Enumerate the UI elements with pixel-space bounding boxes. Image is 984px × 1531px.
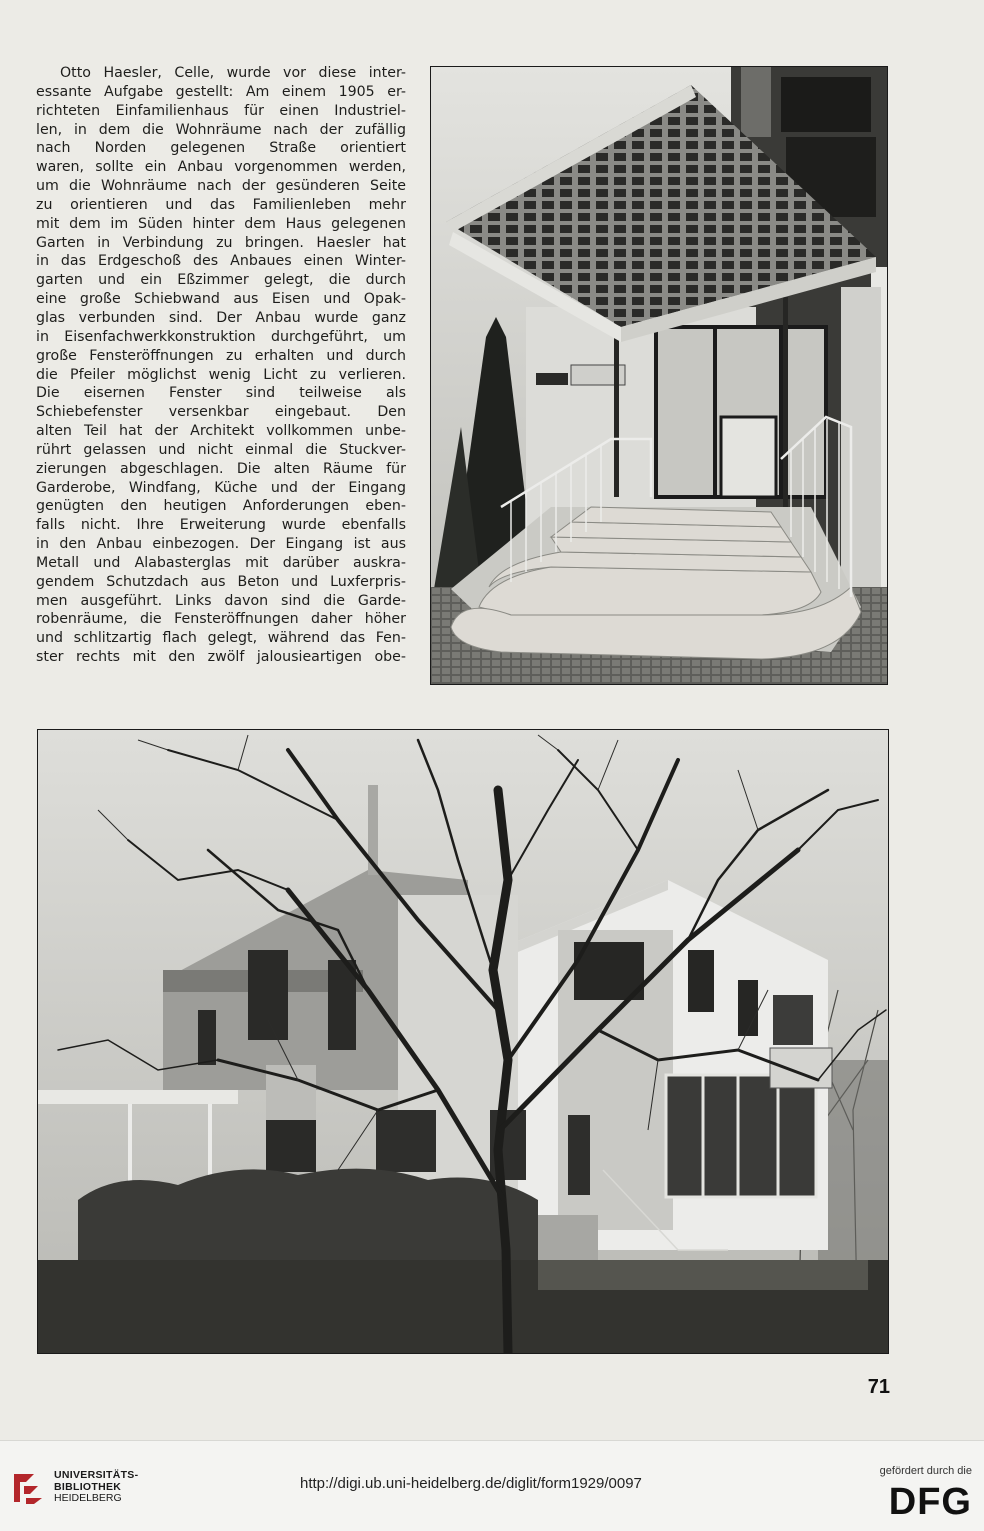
- article-line: gendem Schutzdach aus Beton und Luxferpris-: [36, 573, 406, 590]
- article-line: men ausgeführt. Links davon sind die Garde-: [36, 592, 406, 609]
- article-line: in den Anbau einbezogen. Der Eingang ist aus: [36, 536, 406, 553]
- house-photo: [38, 730, 888, 1353]
- entrance-photo: [431, 67, 887, 684]
- funding-caption: gefördert durch die: [879, 1465, 972, 1477]
- article-line: die Pfeiler möglichst wenig Licht zu verlieren.: [36, 366, 406, 383]
- dfg-logo: DFG: [888, 1481, 972, 1523]
- article-line: in das Erdgeschoß des Anbaues einen Winter-: [36, 253, 406, 270]
- article-line: Metall und Alabasterglas mit darüber auskra-: [36, 554, 406, 571]
- article-line: falls nicht. Ihre Erweiterung wurde ebenfalls: [36, 517, 406, 534]
- article-line: Schiebefenster versenkbar eingebaut. Den: [36, 404, 406, 421]
- library-line-2: BIBLIOTHEK: [54, 1480, 122, 1493]
- article-line: zierungen abgeschlagen. Die alten Räume für: [36, 460, 406, 477]
- article-line: Otto Haesler, Celle, wurde vor diese inter-: [60, 65, 406, 81]
- article-line: in Eisenfachwerkkonstruktion durchgeführt, um: [36, 328, 406, 345]
- library-line-1: UNIVERSITÄTS-: [54, 1469, 139, 1481]
- article-line: richteten Einfamilienhaus für einen Industriel-: [36, 102, 406, 119]
- article-line: Die eisernen Fenster sind teilweise als: [36, 385, 406, 402]
- article-line: robenräume, die Fensteröffnungen daher höher: [36, 611, 406, 628]
- article-line: alten Teil hat der Architekt vollkommen unbe-: [36, 423, 406, 440]
- article-line: große Fensteröffnungen zu erhalten und durch: [36, 347, 406, 364]
- library-line-3: HEIDELBERG: [54, 1492, 122, 1504]
- library-logo-icon: [12, 1470, 46, 1510]
- article-line: Garderobe, Windfang, Küche und der Eingang: [36, 479, 406, 496]
- article-line: garten und ein Eßzimmer gelegt, die durch: [36, 272, 406, 289]
- article-line: eine große Schiebwand aus Eisen und Opak-: [36, 291, 406, 308]
- article-line: ster rechts mit den zwölf jalousieartigen obe-: [36, 649, 406, 666]
- article-line: genügten den heutigen Anforderungen eben-: [36, 498, 406, 515]
- article-line: rührt gelassen und nicht einmal die Stuckver-: [36, 441, 406, 458]
- article-line: len, in dem die Wohnräume nach der zufällig: [36, 121, 406, 138]
- article-line: essante Aufgabe gestellt: Am einem 1905 er-: [36, 83, 406, 100]
- article-line: Garten in Verbindung zu bringen. Haesler hat: [36, 234, 406, 251]
- article-line: und schlitzartig flach gelegt, während das Fen-: [36, 630, 406, 647]
- article-line: zu orientieren und das Familienleben mehr: [36, 196, 406, 213]
- article-line: um die Wohnräume nach der gesünderen Seite: [36, 178, 406, 195]
- article-line: mit dem im Süden hinter dem Haus gelegenen: [36, 215, 406, 232]
- permalink-url[interactable]: http://digi.ub.uni-heidelberg.de/diglit/form1929/0097: [300, 1475, 642, 1492]
- article-line: waren, sollte ein Anbau vorgenommen werden,: [36, 159, 406, 176]
- library-name: [54, 1470, 138, 1505]
- article-line: nach Norden gelegenen Straße orientiert: [36, 140, 406, 157]
- page-number: 71: [867, 1376, 890, 1398]
- article-line: glas verbunden sind. Der Anbau wurde ganz: [36, 309, 406, 326]
- article-text: [36, 64, 406, 667]
